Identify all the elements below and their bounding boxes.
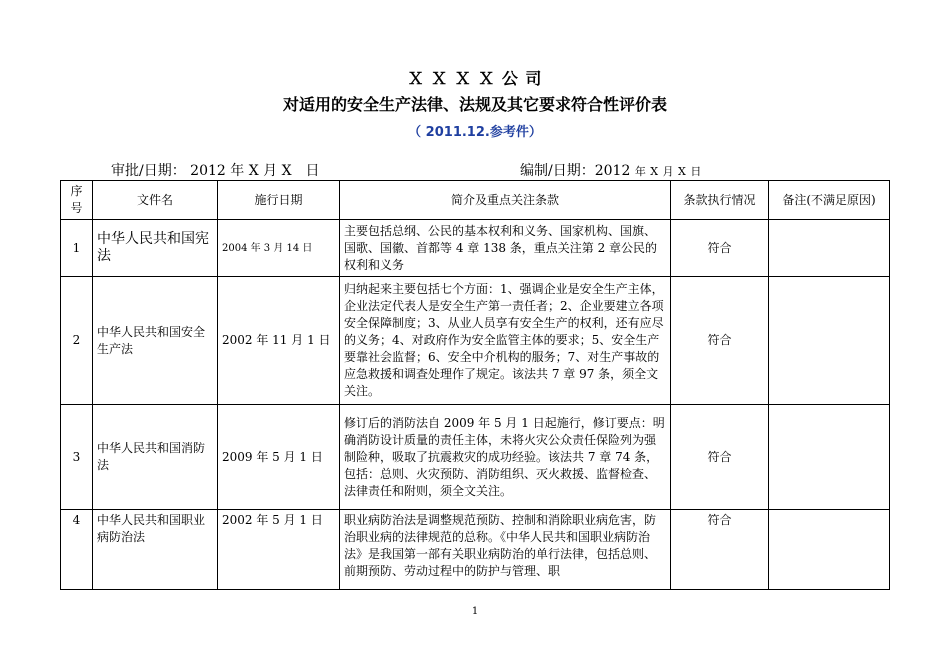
row-remark bbox=[769, 277, 890, 405]
header-status: 条款执行情况 bbox=[671, 181, 769, 220]
compile-month-unit: 月 bbox=[662, 165, 674, 178]
table-row bbox=[61, 277, 890, 405]
row-summary bbox=[340, 510, 671, 590]
page-number: 1 bbox=[471, 606, 479, 617]
compile-year-unit: 年 bbox=[634, 165, 646, 178]
row-date: 2009 年 5 月 1 日 bbox=[218, 405, 340, 510]
row-status: 符合 bbox=[671, 510, 769, 590]
row-summary: 主要包括总纲、公民的基本权利和义务、国家机构、国旗、国歌、国徽、首都等 4 章 138 条，重点关注第 2 章公民的权利和义务 bbox=[340, 220, 671, 277]
header-no: 序号 bbox=[61, 181, 93, 220]
row-no: 4 bbox=[61, 510, 93, 590]
row-summary-text: 职业病防治法是调整规范预防、控制和消除职业病危害，防治职业病的法律规范的总称。《中华人民共和国职业病防治法》是我国第一部有关职业病防治的单行法律，包括总则、前期预防、劳动过程中的防护与管理、职 bbox=[344, 513, 657, 578]
row-name: 中华人民共和国安全生产法 bbox=[93, 277, 218, 405]
compile-date bbox=[520, 160, 701, 180]
row-date: 2004 年 3 月 14 日 bbox=[218, 220, 340, 277]
row-remark bbox=[769, 510, 890, 590]
compile-month: X bbox=[650, 165, 659, 178]
row-status: 符合 bbox=[671, 405, 769, 510]
compile-day: X bbox=[678, 165, 686, 178]
header-date: 施行日期 bbox=[218, 181, 340, 220]
row-status: 符合 bbox=[671, 277, 769, 405]
header-remark: 备注(不满足原因) bbox=[769, 181, 890, 220]
compliance-table bbox=[60, 180, 890, 590]
row-name: 中华人民共和国消防法 bbox=[93, 405, 218, 510]
approval-date bbox=[111, 160, 320, 180]
document-title: 对适用的安全生产法律、法规及其它要求符合性评价表 bbox=[282, 95, 667, 114]
table-row bbox=[61, 220, 890, 277]
row-name: 中华人民共和国宪法 bbox=[93, 220, 218, 277]
table-row bbox=[61, 510, 890, 590]
row-date: 2002 年 11 月 1 日 bbox=[218, 277, 340, 405]
row-remark bbox=[769, 220, 890, 277]
row-summary: 修订后的消防法自 2009 年 5 月 1 日起施行，修订要点：明确消防设计质量的责任主体，未将火灾公众责任保险列为强制险种，吸取了抗震救灾的成功经验。该法共 7 章 74 条，包括：总则、火灾预防、消防组织、灭火救援、监督检查、法律责任和附则，须全文关注。 bbox=[340, 405, 671, 510]
row-no: 2 bbox=[61, 277, 93, 405]
row-no: 3 bbox=[61, 405, 93, 510]
row-no: 1 bbox=[61, 220, 93, 277]
row-remark bbox=[769, 405, 890, 510]
header-name: 文件名 bbox=[93, 181, 218, 220]
approval-value: 2012 年 X 月 X 日 bbox=[190, 163, 320, 179]
row-name: 中华人民共和国职业病防治法 bbox=[93, 510, 218, 590]
compile-label: 编制/日期：2012 bbox=[520, 163, 631, 179]
approval-label: 审批/日期： bbox=[111, 163, 186, 179]
compile-day-unit: 日 bbox=[690, 165, 702, 178]
document-version: （ 2011.12.参考件） bbox=[408, 125, 542, 140]
row-summary: 归纳起来主要包括七个方面：1、强调企业是安全生产主体，企业法定代表人是安全生产第一责任者；2、企业要建立各项安全保障制度；3、从业人员享有安全生产的权利，还有应尽的义务；4、对政府作为安全监管主体的要求；5、安全生产要靠社会监督；6、安全中介机构的服务；7、对生产事故的应急救援和调查处理作了规定。该法共 7 章 97 条，须全文关注。 bbox=[340, 277, 671, 405]
row-date: 2002 年 5 月 1 日 bbox=[218, 510, 340, 590]
header-summary: 简介及重点关注条款 bbox=[340, 181, 671, 220]
table-header-row bbox=[61, 181, 890, 220]
table-row bbox=[61, 405, 890, 510]
row-status: 符合 bbox=[671, 220, 769, 277]
company-name: Ｘ Ｘ Ｘ Ｘ 公 司 bbox=[407, 69, 543, 88]
